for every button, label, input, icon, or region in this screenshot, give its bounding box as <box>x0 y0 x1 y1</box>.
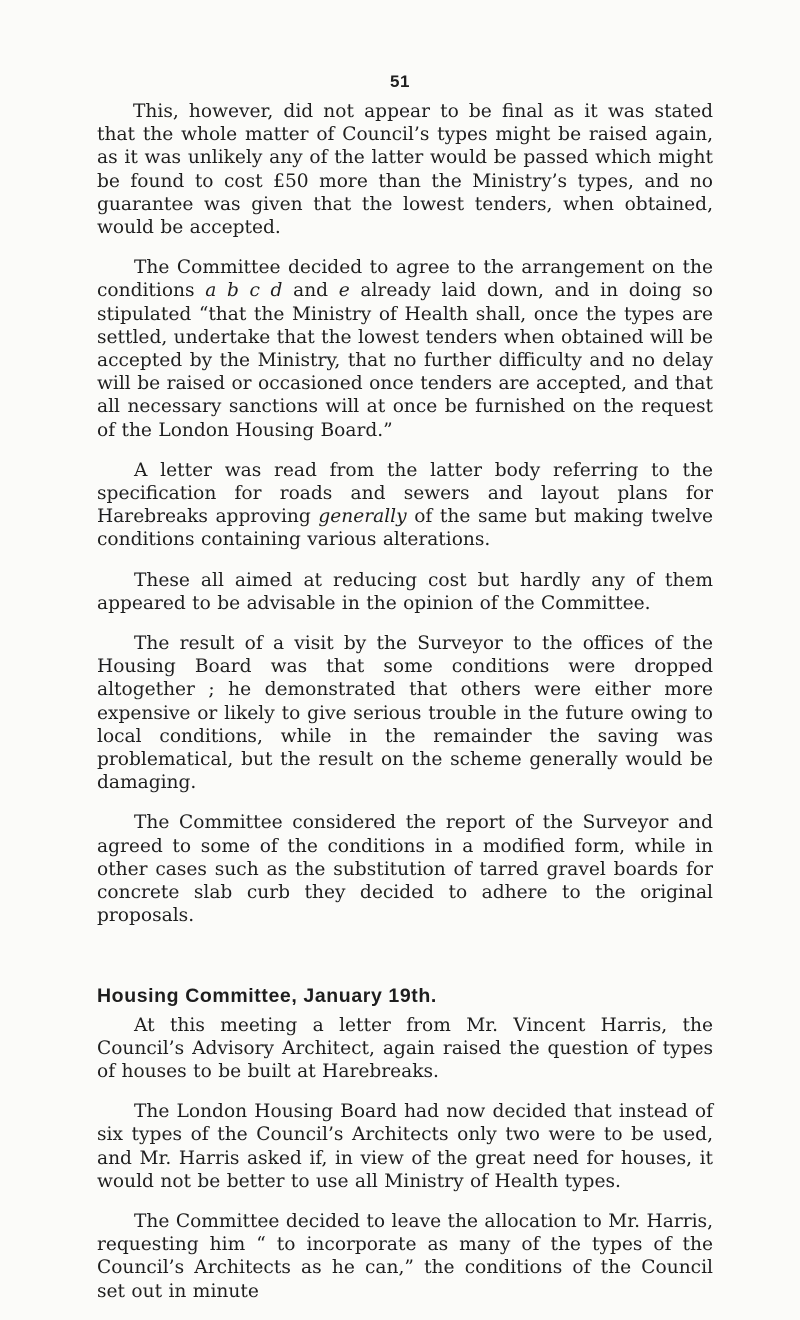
text-span: already laid down, and in doing so stipulated “that the Ministry of Health shall, once the types are settled, undertake that the lowest tenders when obtained will be accepted by the Ministry, that no further difficulty and no delay will be raised or occasioned once tenders are accepted, and that all necessary sanctions will at once be furnished on the request of the London Housing Board.” <box>97 280 713 441</box>
paragraph-final-matter: This, however, did not appear to be final as it was stated that the whole matter of Council’s types might be raised again, as it was unlikely any of the latter would be passed which might be found to cost £50 more than the Ministry’s types, and no guarantee was given that the lowest tenders, when obtained, would be accepted. <box>97 101 713 239</box>
paragraph-harris-letter: At this meeting a letter from Mr. Vincent Harris, the Council’s Advisory Architect, again raised the question of types of houses to be built at Harebreaks. <box>97 1014 713 1082</box>
paragraph-reducing-cost: These all aimed at reducing cost but hardly any of them appeared to be advisable in the opinion of the Committee. <box>97 569 713 614</box>
condition-letter-e: e <box>338 280 350 302</box>
text-span: of the same but making twelve conditions containing various alterations. <box>97 506 713 551</box>
section-heading: Housing Committee, January 19th. <box>97 984 437 1007</box>
paragraph-committee-conditions <box>97 256 713 442</box>
text-span: A letter was read from the latter body referring to the specification for roads and sewers and layout plans for Harebreaks approving <box>97 459 713 528</box>
text-span: The Committee decided to agree to the arrangement on the conditions <box>97 257 713 302</box>
paragraph-surveyor-report: The Committee considered the report of the Surveyor and agreed to some of the conditions in a modified form, while in other cases such as the substitution of tarred gravel boards for concrete slab curb they decided to adhere to the original proposals. <box>97 812 713 927</box>
emphasis-generally: generally <box>318 506 407 528</box>
paragraph-letter-specification <box>97 459 713 552</box>
paragraph-allocation: The Committee decided to leave the allocation to Mr. Harris, requesting him “ to incorporate as many of the types of the Council’s Architects as he can,” the conditions of the Council set out in minute <box>97 1210 713 1302</box>
paragraph-housing-board: The London Housing Board had now decided that instead of six types of the Council’s Architects only two were to be used, and Mr. Harris asked if, in view of the great need for houses, it would not be better to use all Ministry of Health types. <box>97 1101 713 1192</box>
page-number: 51 <box>390 72 410 91</box>
text-span: and <box>282 280 339 302</box>
conditions-letters: a b c d <box>205 280 283 302</box>
paragraph-surveyor-visit: The result of a visit by the Surveyor to the offices of the Housing Board was that some conditions were dropped altogether ; he demonstrated that others were either more expensive or likely to give serious trouble in the future owing to local conditions, while in the remainder the saving was problematical, but the result on the scheme generally would be damaging. <box>97 633 713 794</box>
document-body <box>97 100 713 1320</box>
